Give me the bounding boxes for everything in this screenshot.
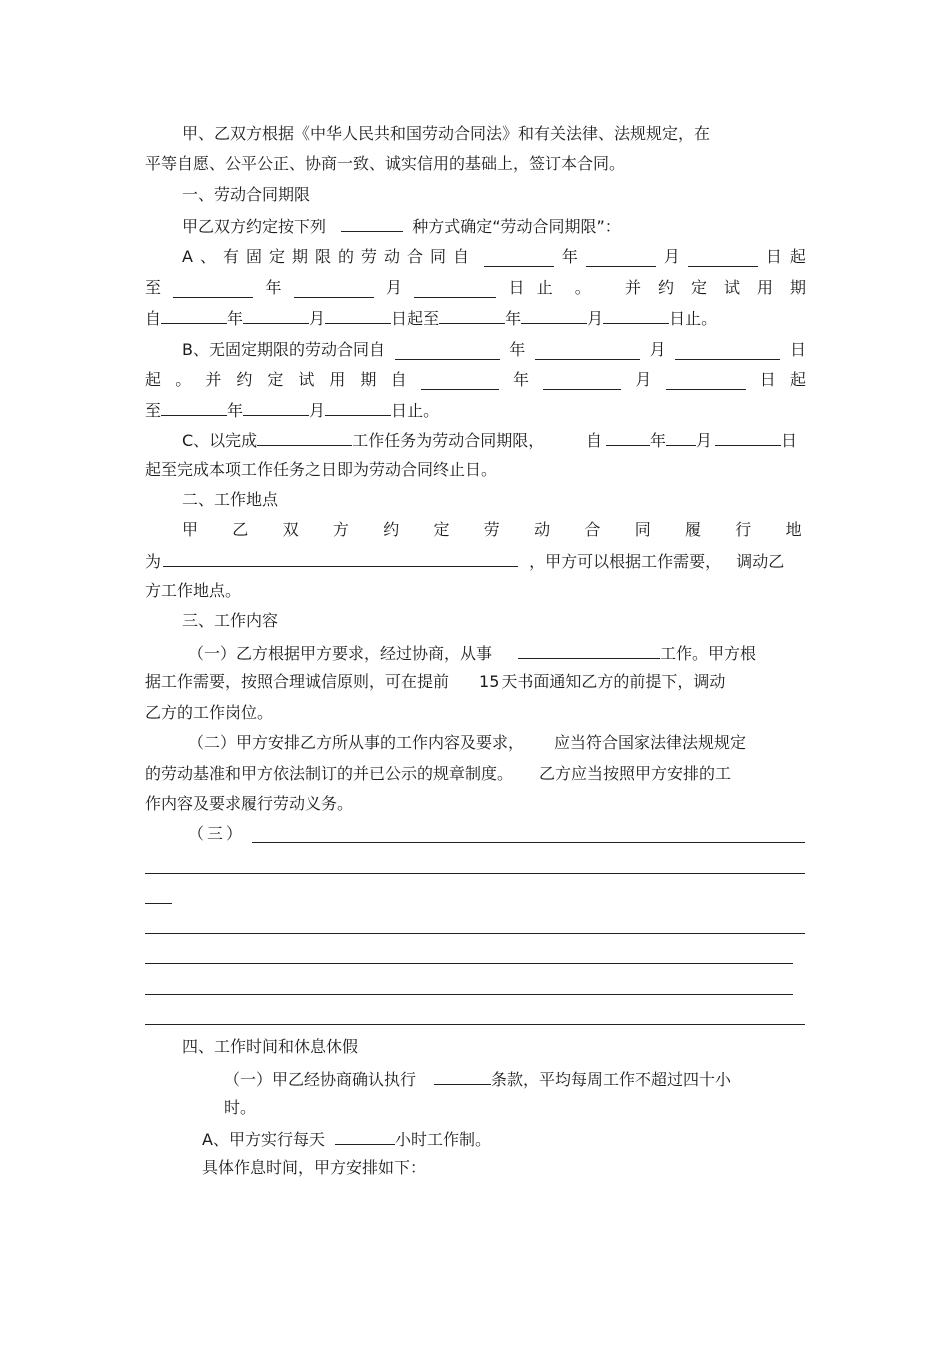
a-start-day-blank[interactable]	[688, 250, 758, 267]
section-1-title: 一、劳动合同期限	[182, 185, 311, 204]
b-trial-start: 起	[789, 370, 806, 389]
term-method-suffix: 种方式确定“劳动合同期限”：	[412, 217, 621, 236]
content-p2-c: 的劳动基准和甲方依法制订的并已公示的规章制度。	[145, 764, 514, 783]
option-c-label: C、以完成	[182, 431, 258, 450]
c-from-label: 自	[586, 431, 603, 450]
a-trial-end-month: 月	[587, 309, 604, 328]
a-trial-end-month-blank[interactable]	[521, 307, 587, 324]
a-trial-end-year: 年	[505, 309, 522, 328]
workplace-wei: 为	[145, 552, 162, 571]
option-b-line-1	[182, 338, 806, 360]
option-a-line-1	[182, 245, 806, 267]
content-p1-line-1	[188, 642, 756, 664]
b-trial-end-day: 日	[391, 401, 408, 420]
schedule-line: 具体作息时间，甲方安排如下：	[202, 1158, 427, 1177]
content-p2-a: （二）甲方安排乙方所从事的工作内容及要求，	[188, 733, 525, 752]
a-end-month-label: 月	[385, 278, 402, 297]
content-p1-c: 据工作需要，按照合理诚信原则，可在提前	[145, 672, 450, 691]
b-trial-end-day-blank[interactable]	[325, 399, 391, 416]
term-method-blank[interactable]	[341, 215, 403, 232]
option-a-line-2	[145, 276, 823, 298]
b-trial-label: 并约定试用期	[205, 370, 392, 389]
c-day-blank[interactable]	[715, 429, 781, 446]
a-trial-end-day-blank[interactable]	[603, 307, 669, 324]
b-trial-from: 自	[390, 370, 407, 389]
a-end-year-blank[interactable]	[173, 281, 253, 298]
b-to-label: 至	[145, 401, 162, 420]
content-p3-label: （三）	[188, 824, 246, 843]
b-start-month-blank[interactable]	[535, 343, 640, 360]
a-trial-month: 月	[309, 309, 326, 328]
b-trial-end: 止。	[407, 401, 440, 420]
b-trial-end-year: 年	[227, 401, 244, 420]
a-trial-start-until: 日	[391, 309, 408, 328]
a-end-year-label: 年	[265, 278, 282, 297]
content-p3-blank-line-7[interactable]	[145, 1024, 805, 1025]
c-day-label: 日	[781, 431, 798, 450]
a-end-label: 止。	[536, 278, 613, 297]
b-day-label: 日	[789, 340, 806, 359]
b-year-label: 年	[509, 340, 526, 359]
content-p3-blank-line-4[interactable]	[145, 933, 805, 934]
workplace-adjust: ，甲方可以根据工作需要，	[529, 552, 722, 571]
a-trial-until: 起至	[407, 309, 440, 328]
workplace-line-2	[145, 550, 784, 572]
b-trial-day: 日	[759, 370, 776, 389]
c-month-blank[interactable]	[666, 429, 696, 446]
a-end-day-label: 日	[508, 278, 525, 297]
workplace-line-1: 甲乙双方约定劳动合同履行地	[182, 520, 836, 539]
a-start-label: 起	[789, 247, 806, 266]
c-year-blank[interactable]	[606, 429, 650, 446]
workplace-line-3: 方工作地点。	[145, 581, 242, 600]
hours-a-a: A、甲方实行每天	[202, 1130, 325, 1149]
c-task-blank[interactable]	[257, 429, 352, 446]
content-p3-blank-line-3[interactable]	[145, 903, 172, 904]
a-trial-end-year-blank[interactable]	[439, 307, 505, 324]
notice-days: 15	[479, 672, 500, 691]
hours-clause-blank[interactable]	[434, 1068, 491, 1085]
b-trial-end-month: 月	[309, 401, 326, 420]
option-b-line-2	[145, 368, 806, 390]
section-3-title: 三、工作内容	[182, 611, 279, 630]
content-p1-b: 工作。甲方根	[660, 644, 757, 663]
content-p3-blank-line-1[interactable]	[252, 842, 805, 843]
c-month-label: 月	[696, 431, 713, 450]
a-trial-year: 年	[227, 309, 244, 328]
hours-p1-line-2: 时。	[224, 1098, 257, 1117]
a-month-label: 月	[663, 247, 680, 266]
b-trial-month: 月	[635, 370, 652, 389]
option-a-line-3	[145, 307, 717, 329]
option-b-label: B、无固定期限的劳动合同自	[182, 340, 385, 359]
c-from-group	[586, 429, 797, 451]
c-year-label: 年	[650, 431, 667, 450]
option-b-line-3	[145, 399, 439, 421]
b-trial-end-month-blank[interactable]	[243, 399, 309, 416]
a-end-month-blank[interactable]	[294, 281, 374, 298]
section-4-title: 四、工作时间和休息休假	[182, 1037, 359, 1056]
hours-p1-b: 条款，平均每周工作不超过四十小	[491, 1070, 732, 1089]
content-p2-d: 乙方应当按照甲方安排的工	[539, 764, 732, 783]
a-trial-start-day-blank[interactable]	[325, 307, 391, 324]
intro-line-2: 平等自愿、公平公正、协商一致、诚实信用的基础上，签订本合同。	[145, 154, 626, 173]
option-c-line-1	[182, 429, 806, 451]
a-end-day-blank[interactable]	[414, 281, 496, 298]
a-trial-end-day: 日	[669, 309, 686, 328]
b-trial-year: 年	[513, 370, 530, 389]
daily-hours-blank[interactable]	[335, 1128, 395, 1145]
workplace-adjust-2: 调动乙	[736, 552, 785, 571]
b-trial-start-month-blank[interactable]	[543, 373, 621, 390]
content-p3-blank-line-2[interactable]	[145, 873, 805, 874]
b-trial-end-year-blank[interactable]	[161, 399, 227, 416]
intro-line-1: 甲、乙双方根据《中华人民共和国劳动合同法》和有关法律、法规规定，在	[182, 124, 711, 143]
b-trial-start-year-blank[interactable]	[421, 373, 499, 390]
hours-p1-a: （一）甲乙经协商确认执行	[224, 1070, 417, 1089]
b-period-mark: 。	[175, 370, 192, 389]
content-p3-blank-line-5[interactable]	[145, 963, 793, 964]
a-to-label: 至	[145, 278, 162, 297]
workplace-blank[interactable]	[163, 550, 518, 567]
b-trial-start-day-blank[interactable]	[666, 373, 746, 390]
content-p2-line-2	[145, 764, 731, 786]
hours-a-line	[202, 1128, 491, 1150]
content-p2-b: 应当符合国家法律法规规定	[554, 733, 747, 752]
a-trial-start-month-blank[interactable]	[243, 307, 309, 324]
a-year-label: 年	[561, 247, 578, 266]
job-blank[interactable]	[518, 642, 660, 659]
option-c-line-2: 起至完成本项工作任务之日即为劳动合同终止日。	[145, 460, 498, 479]
section-2-title: 二、工作地点	[182, 490, 279, 509]
content-p2-line-3: 作内容及要求履行劳动义务。	[145, 794, 354, 813]
content-p2-line-1	[188, 733, 746, 755]
b-month-label: 月	[649, 340, 666, 359]
hours-a-b: 小时工作制。	[394, 1130, 491, 1149]
content-p1-line-3: 乙方的工作岗位。	[145, 703, 274, 722]
hours-p1-line-1	[224, 1068, 731, 1090]
option-a-label: A、有固定期限的劳动合同自	[182, 247, 476, 266]
b-start-year-blank[interactable]	[395, 343, 500, 360]
a-trial-from: 自	[145, 309, 162, 328]
content-p1-line-2	[145, 672, 725, 694]
term-method-prefix: 甲乙双方约定按下列	[182, 217, 327, 236]
c-task-label: 工作任务为劳动合同期限，	[352, 431, 545, 450]
content-p1-d: 天书面通知乙方的前提下，调动	[501, 672, 726, 691]
content-p1-a: （一）乙方根据甲方要求，经过协商，从事	[188, 644, 493, 663]
b-start-day-blank[interactable]	[675, 343, 780, 360]
term-method-line	[182, 215, 621, 237]
content-p3-blank-line-6[interactable]	[145, 994, 793, 995]
a-start-month-blank[interactable]	[586, 250, 656, 267]
a-trial-start-year-blank[interactable]	[161, 307, 227, 324]
a-trial-label: 并约定试用期	[624, 278, 823, 297]
a-start-year-blank[interactable]	[484, 250, 554, 267]
b-start-label: 起	[145, 370, 162, 389]
a-trial-end: 止。	[685, 309, 718, 328]
a-day-label: 日	[765, 247, 782, 266]
